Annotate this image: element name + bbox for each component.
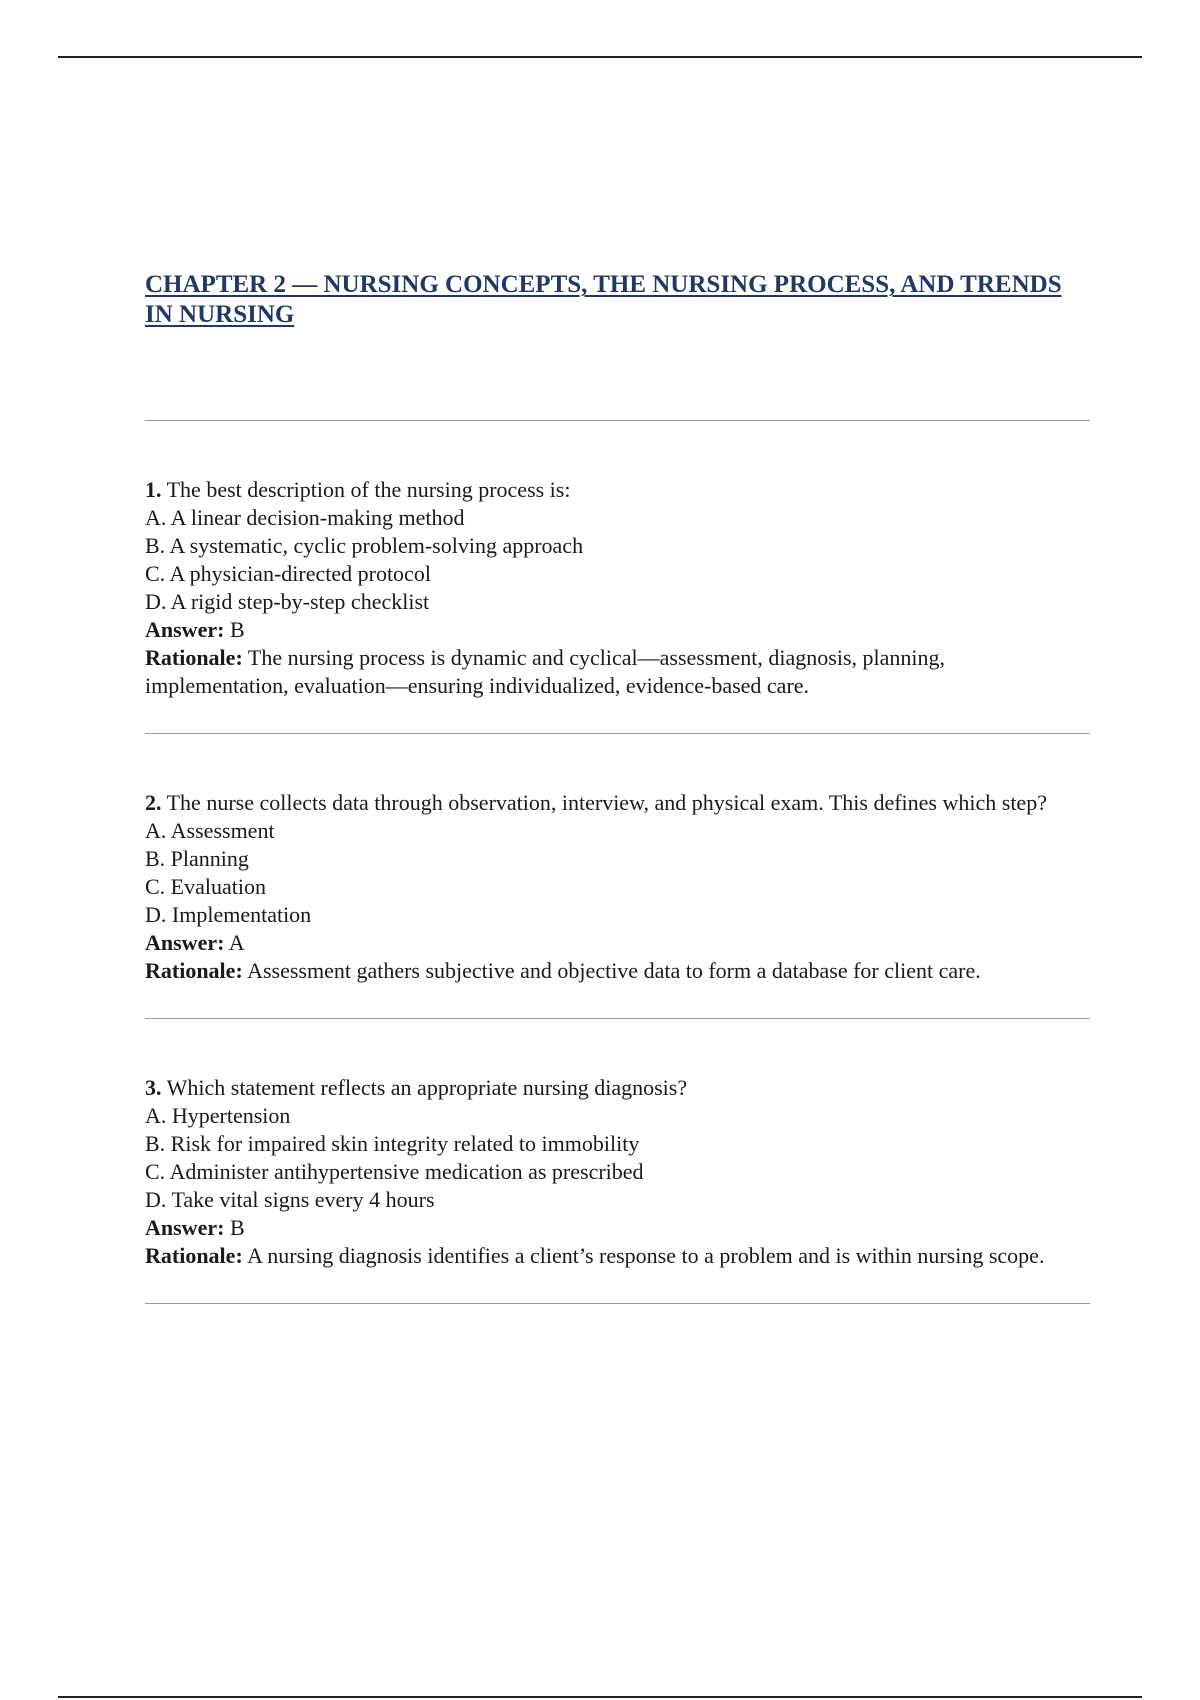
document-body bbox=[145, 270, 1090, 1304]
rationale-text: Assessment gathers subjective and objective data to form a database for client care. bbox=[247, 958, 981, 983]
rationale-label: Rationale: bbox=[145, 1243, 243, 1268]
question-text: The nurse collects data through observation, interview, and physical exam. This defines which step? bbox=[166, 790, 1047, 815]
option-b: B. A systematic, cyclic problem-solving approach bbox=[145, 533, 584, 558]
answer-line bbox=[145, 1214, 1090, 1242]
question-number: 2. bbox=[145, 790, 162, 815]
page-bottom-rule bbox=[58, 1696, 1142, 1698]
question-number: 1. bbox=[145, 477, 162, 502]
rationale-line bbox=[145, 644, 1090, 700]
question-text: The best description of the nursing process is: bbox=[166, 477, 571, 502]
question-divider bbox=[145, 1018, 1090, 1019]
question-1 bbox=[145, 476, 1090, 700]
answer-value: B bbox=[229, 617, 245, 642]
answer-label: Answer: bbox=[145, 930, 225, 955]
answer-label: Answer: bbox=[145, 617, 225, 642]
option-c: C. Administer antihypertensive medication as prescribed bbox=[145, 1159, 644, 1184]
answer-label: Answer: bbox=[145, 1215, 225, 1240]
answer-value: A bbox=[228, 930, 245, 955]
page-top-rule bbox=[58, 56, 1142, 58]
question-stem bbox=[145, 1074, 1090, 1102]
question-2 bbox=[145, 789, 1090, 985]
question-3 bbox=[145, 1074, 1090, 1270]
title-divider bbox=[145, 420, 1090, 421]
option-b: B. Planning bbox=[145, 846, 249, 871]
rationale-line bbox=[145, 1242, 1090, 1270]
option-a: A. A linear decision-making method bbox=[145, 505, 465, 530]
option-a: A. Hypertension bbox=[145, 1103, 291, 1128]
rationale-label: Rationale: bbox=[145, 958, 243, 983]
option-d: D. A rigid step-by-step checklist bbox=[145, 589, 430, 614]
question-stem bbox=[145, 476, 1090, 504]
question-text: Which statement reflects an appropriate nursing diagnosis? bbox=[166, 1075, 688, 1100]
option-c: C. A physician-directed protocol bbox=[145, 561, 431, 586]
rationale-line bbox=[145, 957, 1090, 985]
chapter-title: CHAPTER 2 — NURSING CONCEPTS, THE NURSING PROCESS, AND TRENDS IN NURSING bbox=[145, 271, 1062, 328]
rationale-text: A nursing diagnosis identifies a client’s response to a problem and is within nursing scope. bbox=[247, 1243, 1045, 1268]
question-divider bbox=[145, 1303, 1090, 1304]
answer-value: B bbox=[229, 1215, 245, 1240]
option-d: D. Implementation bbox=[145, 902, 312, 927]
option-b: B. Risk for impaired skin integrity related to immobility bbox=[145, 1131, 640, 1156]
option-c: C. Evaluation bbox=[145, 874, 266, 899]
question-number: 3. bbox=[145, 1075, 162, 1100]
answer-line bbox=[145, 616, 1090, 644]
option-a: A. Assessment bbox=[145, 818, 275, 843]
rationale-label: Rationale: bbox=[145, 645, 243, 670]
answer-line bbox=[145, 929, 1090, 957]
question-stem bbox=[145, 789, 1090, 817]
question-divider bbox=[145, 733, 1090, 734]
option-d: D. Take vital signs every 4 hours bbox=[145, 1187, 435, 1212]
rationale-text: The nursing process is dynamic and cyclical—assessment, diagnosis, planning, implementation, evaluation—ensuring individualized, evidence-based care. bbox=[145, 645, 946, 698]
